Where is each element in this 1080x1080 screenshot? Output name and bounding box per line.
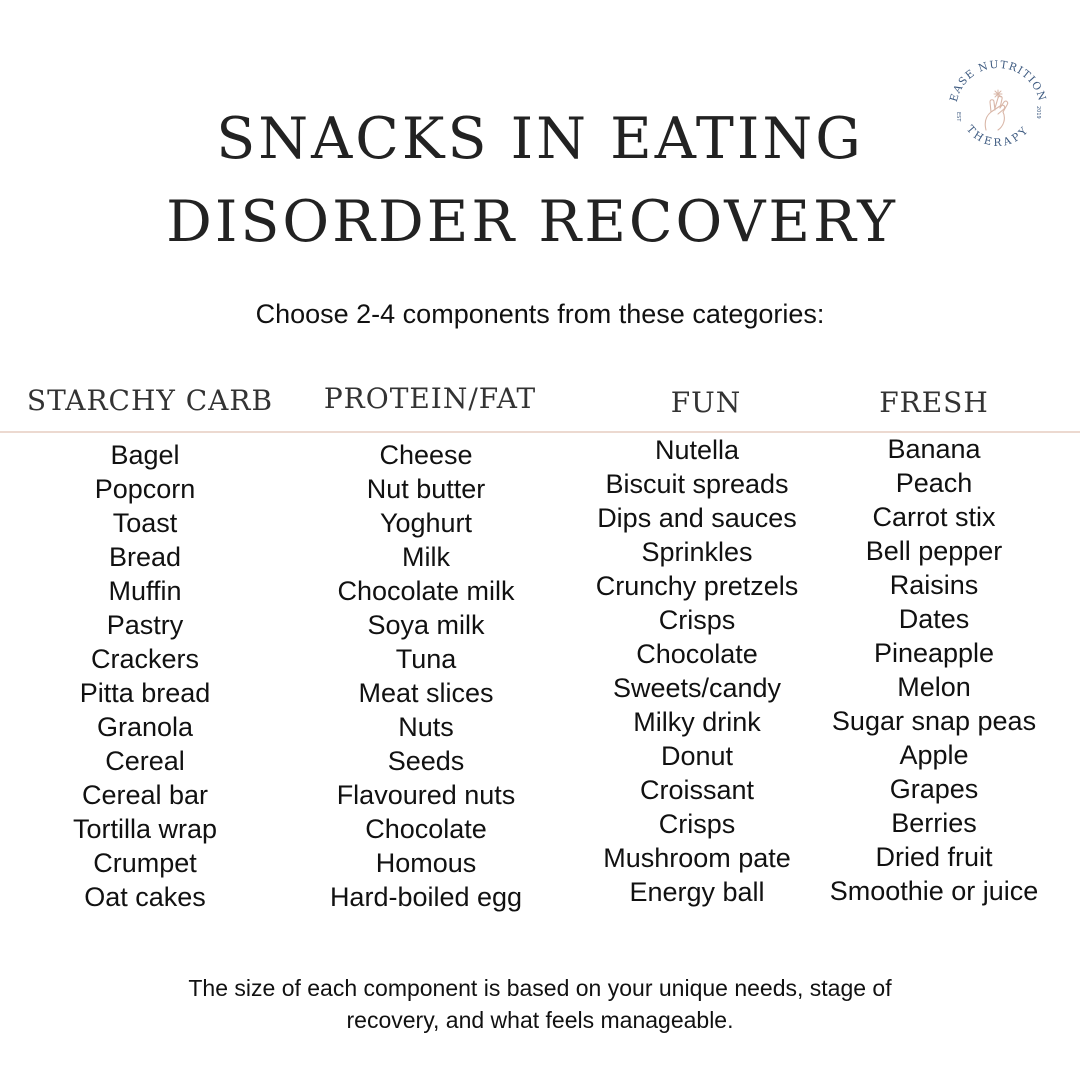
list-item: Dried fruit xyxy=(875,842,993,872)
list-item: Bagel xyxy=(110,440,180,470)
list-item: Apple xyxy=(899,740,969,770)
list-item: Tortilla wrap xyxy=(72,814,218,844)
header-fun: FUN xyxy=(670,386,742,419)
footer-line-1: The size of each component is based on your unique needs, stage of xyxy=(188,975,892,1001)
list-item: Chocolate milk xyxy=(337,576,515,606)
list-item: Dates xyxy=(898,604,970,634)
list-item: Sprinkles xyxy=(641,537,753,567)
list-item: Yoghurt xyxy=(379,508,473,538)
list-item: Carrot stix xyxy=(872,502,996,532)
list-item: Popcorn xyxy=(94,474,196,504)
list-item: Chocolate xyxy=(636,639,758,669)
list-item: Hard-boiled egg xyxy=(329,882,523,912)
list-item: Crisps xyxy=(658,605,736,635)
list-item: Bell pepper xyxy=(865,536,1003,566)
page-title-line-2: DISORDER RECOVERY xyxy=(166,189,898,255)
list-item: Cereal xyxy=(105,746,185,776)
list-item: Milk xyxy=(402,542,450,572)
list-item: Grapes xyxy=(889,774,979,804)
list-fresh xyxy=(784,432,1080,908)
header-protein-fat: PROTEIN/FAT xyxy=(323,382,537,415)
list-item: Toast xyxy=(112,508,178,538)
list-item: Energy ball xyxy=(629,877,765,907)
list-item: Crunchy pretzels xyxy=(595,571,799,601)
list-item: Homous xyxy=(375,848,477,878)
list-item: Muffin xyxy=(108,576,182,606)
list-item: Flavoured nuts xyxy=(336,780,516,810)
footer-line-2: recovery, and what feels manageable. xyxy=(346,1007,734,1033)
list-item: Pitta bread xyxy=(79,678,211,708)
sparkle-icon xyxy=(994,90,1002,98)
list-item: Banana xyxy=(887,434,981,464)
list-item: Mushroom pate xyxy=(603,843,791,873)
instructions-subtitle: Choose 2-4 components from these categories: xyxy=(255,299,825,329)
list-item: Donut xyxy=(660,741,734,771)
list-item: Peach xyxy=(895,468,973,498)
footer-note xyxy=(0,972,1080,1036)
list-item: Meat slices xyxy=(358,678,494,708)
list-item: Chocolate xyxy=(365,814,487,844)
list-item: Nuts xyxy=(398,712,454,742)
list-item: Pineapple xyxy=(873,638,995,668)
list-item: Granola xyxy=(96,712,194,742)
header-fresh: FRESH xyxy=(879,386,989,419)
list-item: Milky drink xyxy=(633,707,761,737)
list-item: Sweets/candy xyxy=(612,673,782,703)
list-item: Crumpet xyxy=(93,848,197,878)
list-item: Nutella xyxy=(654,435,740,465)
list-item: Melon xyxy=(897,672,971,702)
list-item: Sugar snap peas xyxy=(831,706,1037,736)
page-title-line-1: SNACKS IN EATING xyxy=(216,106,864,172)
list-item: Berries xyxy=(891,808,977,838)
logo-year-left: EST xyxy=(955,112,961,122)
list-item: Cheese xyxy=(379,440,473,470)
list-item: Biscuit spreads xyxy=(605,469,789,499)
list-item: Dips and sauces xyxy=(597,503,797,533)
list-item: Crackers xyxy=(90,644,199,674)
header-starchy-carb: STARCHY CARB xyxy=(26,384,274,417)
logo-text-bottom: THERAPY xyxy=(963,123,1033,149)
list-protein-fat xyxy=(276,438,576,914)
logo-text-top: EASE NUTRITION xyxy=(947,58,1049,104)
list-item: Crisps xyxy=(658,809,736,839)
list-item: Pastry xyxy=(106,610,184,640)
list-item: Tuna xyxy=(395,644,457,674)
list-item: Oat cakes xyxy=(84,882,206,912)
list-item: Cereal bar xyxy=(81,780,209,810)
logo-year-right: 2019 xyxy=(1035,106,1041,119)
list-item: Seeds xyxy=(387,746,465,776)
list-starchy-carb xyxy=(0,438,295,914)
list-item: Croissant xyxy=(639,775,755,805)
list-item: Soya milk xyxy=(367,610,485,640)
list-item: Bread xyxy=(108,542,182,572)
list-item: Nut butter xyxy=(366,474,486,504)
list-item: Raisins xyxy=(889,570,979,600)
list-item: Smoothie or juice xyxy=(829,876,1039,906)
